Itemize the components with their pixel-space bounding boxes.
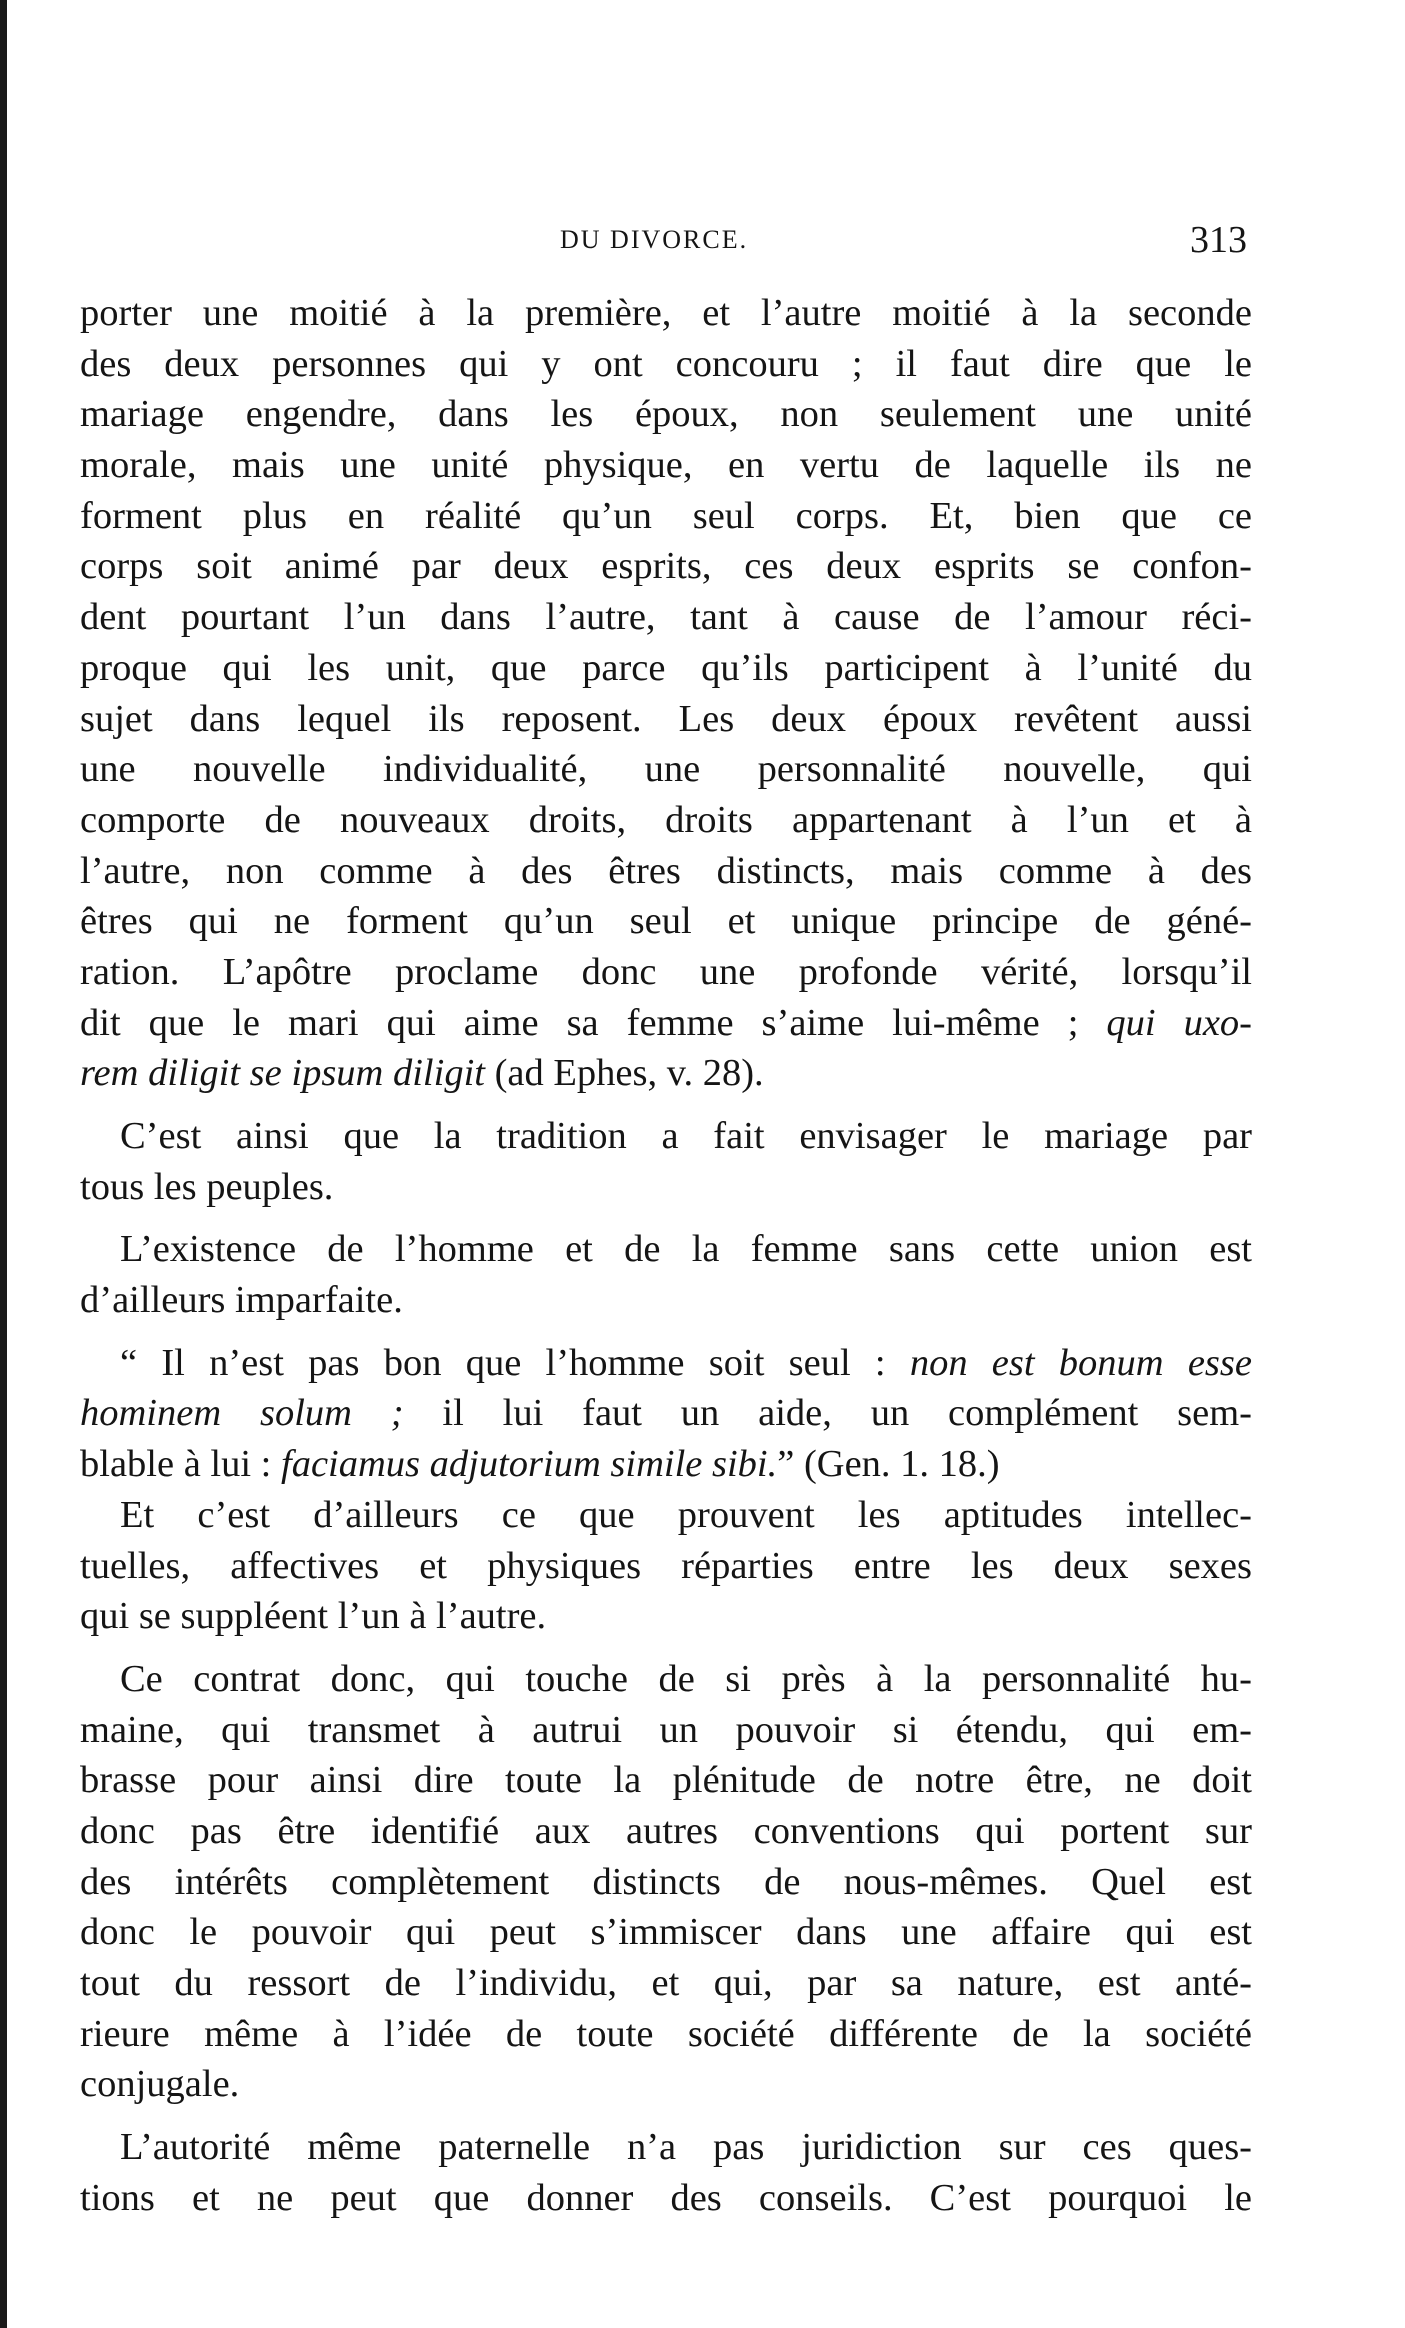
text-line: conjugale. bbox=[80, 2063, 240, 2106]
text-line: des intérêts complètement distincts de nous-mêmes. Quel est bbox=[80, 1860, 1252, 1903]
paragraph bbox=[80, 1338, 1252, 1490]
text-line: rieure même à l’idée de toute société différente de la société bbox=[80, 2012, 1252, 2055]
text-line: comporte de nouveaux droits, droits appartenant à l’un et à bbox=[80, 798, 1252, 841]
text-line: des deux personnes qui y ont concouru ; il faut dire que le bbox=[80, 342, 1252, 385]
text-line: porter une moitié à la première, et l’autre moitié à la seconde bbox=[80, 292, 1252, 334]
text-line: L’autorité même paternelle n’a pas juridiction sur ces ques- bbox=[120, 2126, 1252, 2169]
text-run: “ Il n’est pas bon que l’homme soit seul : bbox=[120, 1341, 910, 1384]
text-line: donc le pouvoir qui peut s’immiscer dans une affaire qui est bbox=[80, 1911, 1252, 1954]
page-edge-shadow bbox=[0, 0, 7, 2328]
text-line: C’est ainsi que la tradition a fait envisager le mariage par bbox=[120, 1115, 1252, 1157]
text-line bbox=[80, 998, 1252, 1049]
latin-quote: faciamus adjutorium simile sibi. bbox=[281, 1443, 778, 1486]
paragraph bbox=[80, 1654, 1252, 2110]
text-line: d’ailleurs imparfaite. bbox=[80, 1279, 403, 1322]
citation: ” (Gen. 1. 18.) bbox=[777, 1443, 1000, 1486]
text-line: qui se suppléent l’un à l’autre. bbox=[80, 1595, 547, 1638]
text-line: forment plus en réalité qu’un seul corps. Et, bien que ce bbox=[80, 494, 1252, 537]
text-line: morale, mais une unité physique, en vertu de laquelle ils ne bbox=[80, 444, 1252, 487]
text-line: tous les peuples. bbox=[80, 1165, 334, 1208]
paragraph bbox=[80, 1490, 1252, 1642]
running-head: DU DIVORCE. bbox=[560, 225, 749, 254]
text-run: il lui faut un aide, un complément sem- bbox=[403, 1392, 1252, 1435]
text-line: corps soit animé par deux esprits, ces deux esprits se confon- bbox=[80, 545, 1252, 588]
text-line: dent pourtant l’un dans l’autre, tant à cause de l’amour réci- bbox=[80, 596, 1252, 639]
text-line: une nouvelle individualité, une personnalité nouvelle, qui bbox=[80, 748, 1252, 791]
text-line bbox=[80, 1388, 1252, 1439]
body-text bbox=[80, 288, 1252, 2223]
text-line bbox=[80, 1439, 1252, 1490]
text-line: l’autre, non comme à des êtres distincts, mais comme à des bbox=[80, 849, 1252, 892]
text-line: sujet dans lequel ils reposent. Les deux époux revêtent aussi bbox=[80, 697, 1252, 740]
text-line: donc pas être identifié aux autres conventions qui portent sur bbox=[80, 1809, 1252, 1852]
text-line: mariage engendre, dans les époux, non seulement une unité bbox=[80, 393, 1252, 436]
text-line: L’existence de l’homme et de la femme sans cette union est bbox=[120, 1228, 1252, 1271]
paragraph bbox=[80, 2122, 1252, 2223]
text-line: Ce contrat donc, qui touche de si près à la personnalité hu- bbox=[120, 1657, 1252, 1700]
latin-quote: non est bonum esse bbox=[909, 1341, 1252, 1384]
text-line: maine, qui transmet à autrui un pouvoir si étendu, qui em- bbox=[80, 1708, 1252, 1751]
paragraph bbox=[80, 1224, 1252, 1325]
text-line: proque qui les unit, que parce qu’ils participent à l’unité du bbox=[80, 646, 1252, 689]
text-line bbox=[80, 1048, 1252, 1099]
page-number: 313 bbox=[1190, 219, 1247, 261]
text-line: tuelles, affectives et physiques réparties entre les deux sexes bbox=[80, 1544, 1252, 1587]
text-line: tions et ne peut que donner des conseils. C’est pourquoi le bbox=[80, 2176, 1252, 2219]
text-line: brasse pour ainsi dire toute la plénitude de notre être, ne doit bbox=[80, 1759, 1252, 1802]
latin-quote: qui uxo- bbox=[1106, 1001, 1252, 1044]
latin-quote: hominem solum ; bbox=[80, 1392, 404, 1435]
text-line: tout du ressort de l’individu, et qui, par sa nature, est anté- bbox=[80, 1962, 1252, 2004]
text-run: dit que le mari qui aime sa femme s’aime lui-même ; bbox=[80, 1001, 1107, 1044]
text-line: Et c’est d’ailleurs ce que prouvent les aptitudes intellec- bbox=[120, 1493, 1252, 1536]
citation: (ad Ephes, v. 28). bbox=[484, 1052, 764, 1095]
paragraph bbox=[80, 1111, 1252, 1212]
latin-quote: rem diligit se ipsum diligit bbox=[80, 1052, 485, 1095]
paragraph bbox=[80, 288, 1252, 1099]
text-line: êtres qui ne forment qu’un seul et unique principe de géné- bbox=[80, 900, 1252, 943]
text-line bbox=[80, 1338, 1252, 1389]
text-line: ration. L’apôtre proclame donc une profonde vérité, lorsqu’il bbox=[80, 950, 1252, 993]
text-run: blable à lui : bbox=[80, 1443, 281, 1486]
